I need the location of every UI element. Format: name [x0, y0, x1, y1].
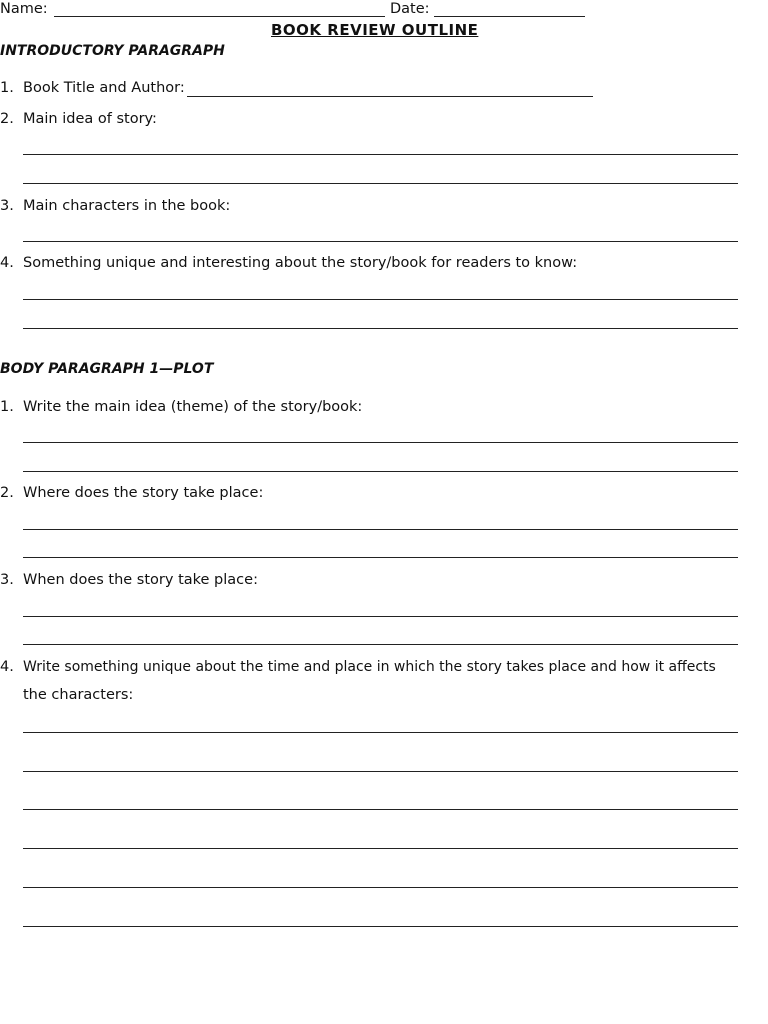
- page-title: BOOK REVIEW OUTLINE: [271, 21, 479, 39]
- intro-section-heading: INTRODUCTORY PARAGRAPH: [0, 43, 225, 59]
- date-field-line[interactable]: [434, 16, 585, 17]
- body1-item-2-number: 2.: [0, 485, 14, 501]
- body1-item-4-answer-line[interactable]: [23, 732, 738, 733]
- intro-item-3-number: 3.: [0, 198, 14, 214]
- body1-section-heading: BODY PARAGRAPH 1—PLOT: [0, 361, 214, 377]
- intro-item-2-number: 2.: [0, 111, 14, 127]
- intro-item-4-number: 4.: [0, 255, 14, 271]
- body1-item-1-label: Write the main idea (theme) of the story/book:: [23, 399, 363, 415]
- intro-item-3-label: Main characters in the book:: [23, 198, 231, 214]
- intro-item-2-answer-line[interactable]: [23, 183, 738, 184]
- body1-item-4-label: Write something unique about the time and place in which the story takes place and how it affects: [23, 659, 716, 675]
- body1-item-4-answer-line[interactable]: [23, 848, 738, 849]
- intro-item-4-answer-line[interactable]: [23, 328, 738, 329]
- body1-item-3-answer-line[interactable]: [23, 644, 738, 645]
- name-label: Name:: [0, 1, 48, 17]
- body1-item-4-answer-line[interactable]: [23, 771, 738, 772]
- body1-item-3-number: 3.: [0, 572, 14, 588]
- body1-item-1-answer-line[interactable]: [23, 471, 738, 472]
- body1-item-3-answer-line[interactable]: [23, 616, 738, 617]
- date-label: Date:: [390, 1, 430, 17]
- intro-item-1-label: Book Title and Author:: [23, 80, 185, 96]
- name-field-line[interactable]: [54, 16, 385, 17]
- body1-item-2-label: Where does the story take place:: [23, 485, 264, 501]
- body1-item-1-answer-line[interactable]: [23, 442, 738, 443]
- intro-item-2-answer-line[interactable]: [23, 154, 738, 155]
- body1-item-2-answer-line[interactable]: [23, 529, 738, 530]
- intro-item-3-answer-line[interactable]: [23, 241, 738, 242]
- body1-item-2-answer-line[interactable]: [23, 557, 738, 558]
- body1-item-4-answer-line[interactable]: [23, 809, 738, 810]
- intro-item-1-answer-line[interactable]: [187, 96, 593, 97]
- intro-item-4-label: Something unique and interesting about the story/book for readers to know:: [23, 255, 578, 271]
- intro-item-4-answer-line[interactable]: [23, 299, 738, 300]
- body1-item-3-label: When does the story take place:: [23, 572, 258, 588]
- body1-item-4-answer-line[interactable]: [23, 926, 738, 927]
- intro-item-1-number: 1.: [0, 80, 14, 96]
- body1-item-4-answer-line[interactable]: [23, 887, 738, 888]
- body1-item-1-number: 1.: [0, 399, 14, 415]
- body1-item-4-label-continued: the characters:: [23, 687, 134, 703]
- body1-item-4-number: 4.: [0, 659, 14, 675]
- intro-item-2-label: Main idea of story:: [23, 111, 157, 127]
